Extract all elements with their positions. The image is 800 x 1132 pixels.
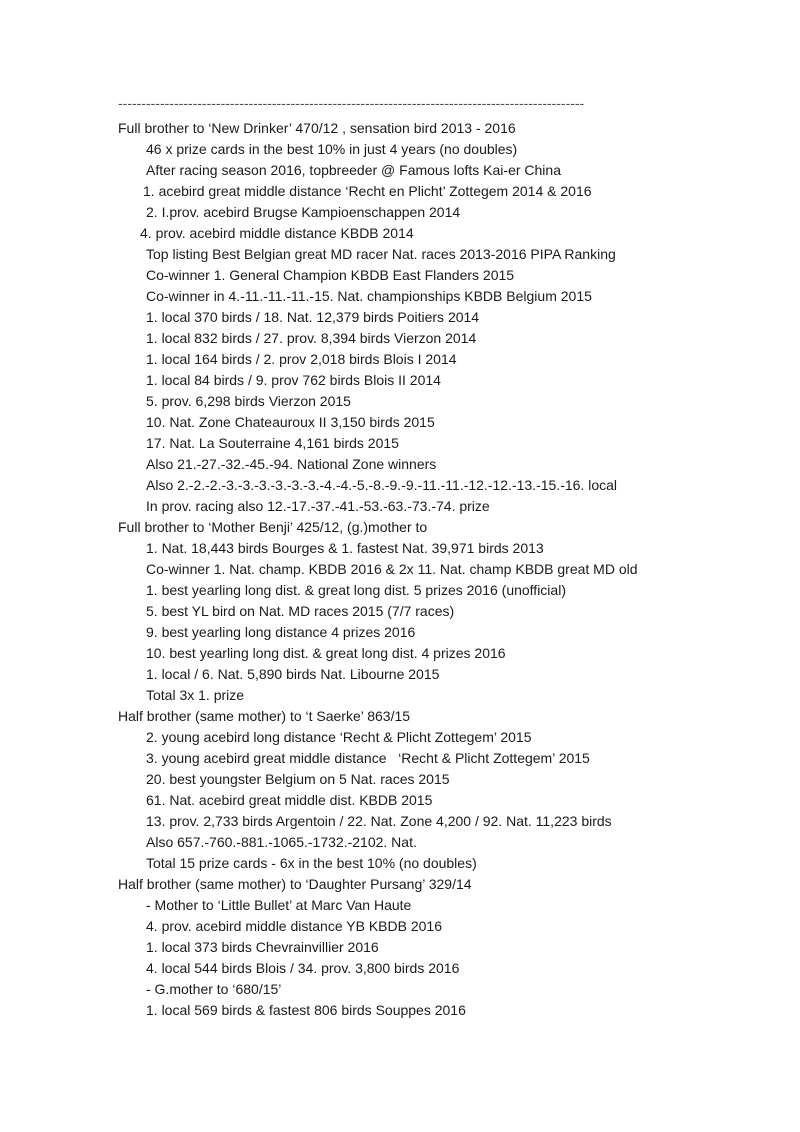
text-line: 5. prov. 6,298 birds Vierzon 2015 xyxy=(146,393,351,409)
text-line: 1. best yearling long dist. & great long dist. 5 prizes 2016 (unofficial) xyxy=(146,582,566,598)
document-page xyxy=(118,93,728,1021)
text-line: 4. local 544 birds Blois / 34. prov. 3,800 birds 2016 xyxy=(146,960,460,976)
text-line: 1. local 569 birds & fastest 806 birds Souppes 2016 xyxy=(146,1002,466,1018)
text-line: Co-winner 1. Nat. champ. KBDB 2016 & 2x 11. Nat. champ KBDB great MD old xyxy=(146,561,638,577)
text-line: 2. young acebird long distance ‘Recht & Plicht Zottegem’ 2015 xyxy=(146,729,532,745)
text-line: 46 x prize cards in the best 10% in just 4 years (no doubles) xyxy=(146,141,518,157)
text-body xyxy=(118,118,728,1021)
text-line: Also 2.-2.-2.-3.-3.-3.-3.-3.-3.-4.-4.-5.-8.-9.-9.-11.-11.-12.-12.-13.-15.-16. local xyxy=(146,477,618,493)
text-line: 1. local / 6. Nat. 5,890 birds Nat. Libourne 2015 xyxy=(146,666,440,682)
text-line: 5. best YL bird on Nat. MD races 2015 (7/7 races) xyxy=(146,603,455,619)
text-line: 1. Nat. 18,443 birds Bourges & 1. fastest Nat. 39,971 birds 2013 xyxy=(146,540,544,556)
text-line: 4. prov. acebird middle distance KBDB 2014 xyxy=(140,225,414,241)
text-line: 1. local 84 birds / 9. prov 762 birds Blois II 2014 xyxy=(146,372,441,388)
text-line: Also 657.-760.-881.-1065.-1732.-2102. Nat. xyxy=(146,834,417,850)
text-line: 1. local 832 birds / 27. prov. 8,394 birds Vierzon 2014 xyxy=(146,330,477,346)
text-line: Half brother (same mother) to ‘t Saerke’ 863/15 xyxy=(118,708,411,724)
text-line: Also 21.-27.-32.-45.-94. National Zone winners xyxy=(146,456,437,472)
text-line: 13. prov. 2,733 birds Argentoin / 22. Nat. Zone 4,200 / 92. Nat. 11,223 birds xyxy=(146,813,612,829)
text-line: 2. I.prov. acebird Brugse Kampioenschappen 2014 xyxy=(146,204,461,220)
text-line: 9. best yearling long distance 4 prizes 2016 xyxy=(146,624,416,640)
text-line: 1. local 164 birds / 2. prov 2,018 birds Blois I 2014 xyxy=(146,351,457,367)
text-line: - G.mother to ‘680/15’ xyxy=(146,981,282,997)
text-line: Half brother (same mother) to ‘Daughter Pursang’ 329/14 xyxy=(118,876,472,892)
text-line: Full brother to ‘New Drinker’ 470/12 , sensation bird 2013 - 2016 xyxy=(118,120,516,136)
text-line: 20. best youngster Belgium on 5 Nat. races 2015 xyxy=(146,771,450,787)
text-line: 10. best yearling long dist. & great long dist. 4 prizes 2016 xyxy=(146,645,506,661)
text-line: 3. young acebird great middle distance ‘Recht & Plicht Zottegem’ 2015 xyxy=(146,750,590,766)
text-line: Full brother to ‘Mother Benji’ 425/12, (g.)mother to xyxy=(118,519,428,535)
text-line: - Mother to ‘Little Bullet’ at Marc Van Haute xyxy=(146,897,412,913)
text-line: 4. prov. acebird middle distance YB KBDB 2016 xyxy=(146,918,442,934)
text-line: Total 15 prize cards - 6x in the best 10% (no doubles) xyxy=(146,855,477,871)
text-line: 1. local 373 birds Chevrainvillier 2016 xyxy=(146,939,379,955)
text-line: Total 3x 1. prize xyxy=(146,687,245,703)
text-line: 1. local 370 birds / 18. Nat. 12,379 birds Poitiers 2014 xyxy=(146,309,480,325)
text-line: 10. Nat. Zone Chateauroux II 3,150 birds 2015 xyxy=(146,414,435,430)
dashed-separator: ---------------------------------------------------------------------------------------------------- xyxy=(118,95,584,111)
text-line: 17. Nat. La Souterraine 4,161 birds 2015 xyxy=(146,435,399,451)
text-line: Co-winner in 4.-11.-11.-11.-15. Nat. championships KBDB Belgium 2015 xyxy=(146,288,592,304)
text-line: 61. Nat. acebird great middle dist. KBDB 2015 xyxy=(146,792,433,808)
text-line: After racing season 2016, topbreeder @ Famous lofts Kai-er China xyxy=(146,162,561,178)
text-line: Top listing Best Belgian great MD racer Nat. races 2013-2016 PIPA Ranking xyxy=(146,246,616,262)
text-line: In prov. racing also 12.-17.-37.-41.-53.-63.-73.-74. prize xyxy=(146,498,490,514)
text-line: Co-winner 1. General Champion KBDB East Flanders 2015 xyxy=(146,267,515,283)
text-line: 1. acebird great middle distance ‘Recht en Plicht’ Zottegem 2014 & 2016 xyxy=(143,183,592,199)
